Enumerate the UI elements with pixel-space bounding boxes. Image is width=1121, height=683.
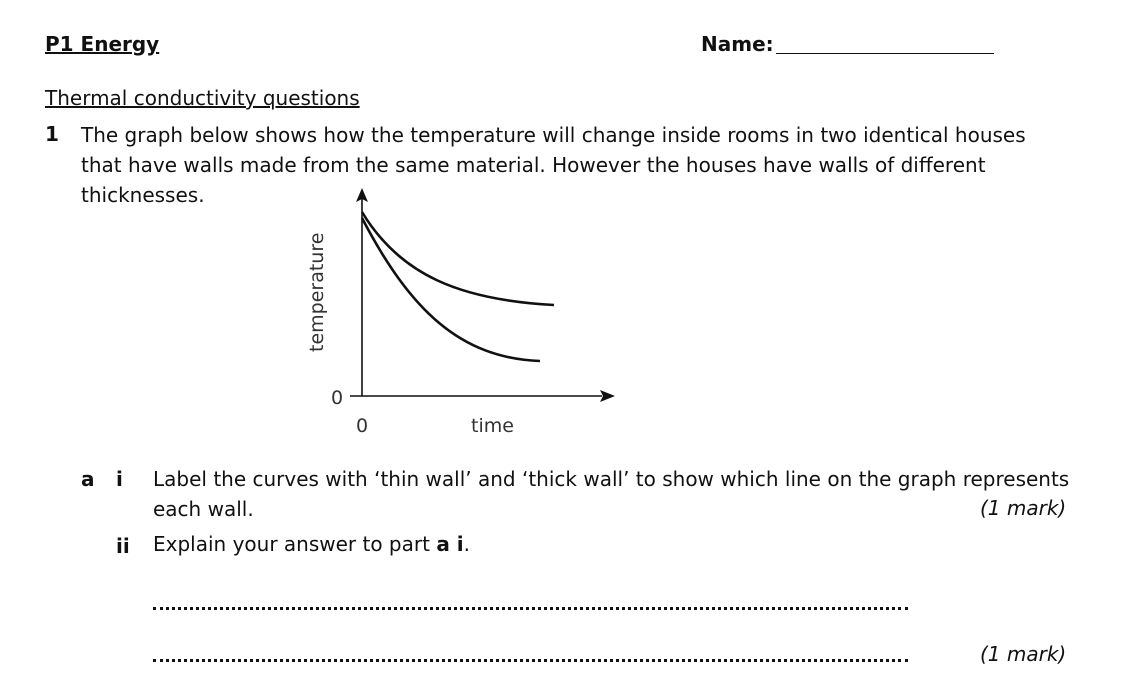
y-axis-label: temperature xyxy=(306,232,328,352)
part-a-ii-text-before: Explain your answer to part xyxy=(153,532,437,556)
y-origin-label: 0 xyxy=(331,387,344,409)
part-a-ii-mark: (1 mark) xyxy=(980,642,1067,666)
x-axis-arrow xyxy=(600,390,615,402)
temperature-time-graph xyxy=(290,180,630,450)
part-a-i-text: Label the curves with ‘thin wall’ and ‘thick wall’ to show which line on the graph represents each wall. xyxy=(153,467,1070,521)
question-number: 1 xyxy=(45,122,59,146)
part-a-i-label: i xyxy=(116,467,123,491)
part-a-ii-label: ii xyxy=(116,534,130,558)
part-a-ii-text-after: . xyxy=(463,532,470,556)
question-text: The graph below shows how the temperature will change inside rooms in two identical houses that have walls made from the same material. However the houses have walls of different thicknesses. xyxy=(81,123,1026,207)
x-axis-label: time xyxy=(471,415,514,437)
answer-line-1[interactable] xyxy=(153,607,908,610)
name-answer-line[interactable] xyxy=(776,53,994,54)
document-title: P1 Energy xyxy=(45,32,160,56)
x-origin-label: 0 xyxy=(356,415,369,437)
part-a-letter: a xyxy=(81,467,95,491)
part-a-ii-text xyxy=(153,532,470,556)
curve-lower xyxy=(362,218,540,361)
answer-line-2[interactable] xyxy=(153,659,908,662)
section-title: Thermal conductivity questions xyxy=(45,86,360,110)
curve-upper xyxy=(362,212,554,305)
part-a-ii-text-bold: a i xyxy=(436,532,464,556)
name-label: Name: xyxy=(701,32,774,56)
part-a-i-mark: (1 mark) xyxy=(980,496,1067,520)
